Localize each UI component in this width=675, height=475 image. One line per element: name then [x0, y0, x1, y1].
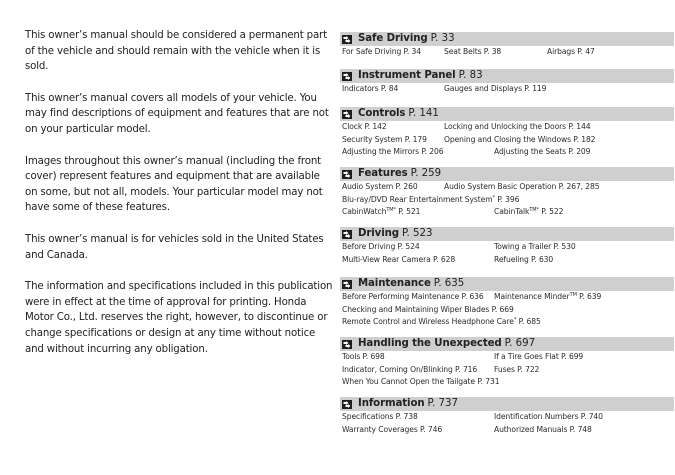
toc-link-page: P. 47	[574, 47, 595, 56]
toc-section-instrument-panel	[340, 69, 674, 96]
toc-link-label: Blu-ray/DVD Rear Entertainment System	[342, 194, 493, 204]
toc-link[interactable]	[494, 241, 576, 254]
toc-link-row	[340, 291, 674, 304]
toc-link-label: Opening and Closing the Windows	[444, 134, 571, 144]
toc-link[interactable]	[342, 181, 418, 194]
toc-link-label: Before Performing Maintenance	[342, 292, 460, 301]
toc-link-label: CabinWatch	[342, 207, 387, 216]
toc-link[interactable]	[342, 304, 514, 317]
toc-link-label: Tools	[342, 352, 361, 361]
toc-link-label: Adjusting the Seats	[494, 147, 566, 156]
toc-link[interactable]	[342, 241, 420, 254]
toc-link-page: P. 524	[395, 242, 420, 251]
toc-link[interactable]	[342, 254, 455, 267]
toc-link[interactable]	[444, 121, 590, 134]
toc-link[interactable]	[494, 424, 592, 437]
toc-link[interactable]	[494, 364, 539, 377]
toc-section-links	[340, 291, 674, 329]
toc-section-controls	[340, 107, 674, 159]
toc-link[interactable]	[342, 424, 442, 437]
toc-link-page: P. 522	[538, 207, 564, 216]
toc-link-label: Audio System	[342, 182, 394, 191]
arrow-right-icon	[342, 400, 352, 409]
toc-section-features	[340, 167, 674, 219]
toc-link-row	[340, 134, 674, 147]
toc-link-page: P. 34	[401, 47, 421, 56]
arrow-right-icon	[342, 170, 352, 179]
toc-link[interactable]	[342, 146, 443, 159]
toc-link[interactable]	[494, 291, 601, 304]
toc-link-row	[340, 351, 674, 364]
toc-link-row	[340, 364, 674, 377]
toc-section-title: Driving	[358, 228, 399, 239]
toc-link-row	[340, 241, 674, 254]
toc-link-page: P. 530	[551, 242, 576, 251]
toc-section-links	[340, 351, 674, 389]
toc-link[interactable]	[444, 134, 595, 147]
toc-link[interactable]	[342, 316, 541, 329]
toc-link[interactable]	[342, 411, 418, 424]
toc-link[interactable]	[342, 134, 427, 147]
toc-link-row	[340, 254, 674, 267]
toc-link[interactable]	[342, 206, 420, 219]
toc-section-title: Information	[358, 398, 425, 409]
toc-section-links	[340, 83, 674, 96]
intro-paragraph-specifications: The information and specifications included in this publication were in effect at the time of approval for printing. Honda Motor Co., Ltd. reserves the right, however, to discontinue or change specifications or design at any time without notice and without incurring any obligation.	[25, 281, 333, 355]
toc-link-label: Fuses	[494, 364, 515, 374]
toc-link-label: Remote Control and Wireless Headphone Care	[342, 317, 514, 326]
toc-link[interactable]	[342, 364, 477, 377]
toc-link-superscript: TM	[569, 292, 577, 298]
toc-link[interactable]	[547, 46, 595, 59]
toc-link-page: P. 716	[452, 364, 478, 374]
toc-link[interactable]	[342, 46, 421, 59]
toc-link-page: P. 179	[402, 134, 427, 144]
toc-section-title: Controls	[358, 108, 406, 119]
toc-section-safe-driving	[340, 32, 674, 59]
toc-link-label: Gauges and Displays	[444, 84, 522, 93]
toc-link-label: Maintenance Minder	[494, 292, 570, 301]
toc-section-header[interactable]	[340, 107, 674, 121]
toc-link-page: P. 685	[516, 317, 541, 326]
toc-link-superscript: *	[513, 317, 517, 323]
toc-section-title: Features	[358, 168, 408, 179]
toc-link-page: P. 669	[489, 304, 514, 314]
toc-link-label: Security System	[342, 134, 403, 144]
toc-link-label: For Safe Driving	[342, 47, 402, 56]
toc-section-links	[340, 241, 674, 266]
intro-paragraph-images: Images throughout this owner’s manual (including the front cover) represent features and equipment that are available on some, but not all, models. Your particular model may not have some of these features.	[25, 155, 323, 214]
toc-link-row	[340, 46, 674, 59]
toc-link[interactable]	[444, 181, 600, 194]
toc-link-page: P. 740	[578, 412, 603, 421]
toc-link-label: Warranty Coverages	[342, 424, 418, 434]
toc-link-row	[340, 316, 674, 329]
toc-link-label: Multi-View Rear Camera	[342, 254, 431, 264]
toc-link[interactable]	[494, 206, 563, 219]
toc-section-title: Maintenance	[358, 278, 431, 289]
toc-link[interactable]	[342, 194, 519, 207]
toc-link-label: When You Cannot Open the Tailgate	[342, 377, 475, 386]
toc-link-label: Indicator, Coming On/Blinking	[342, 364, 453, 374]
toc-link-page: P. 636	[459, 292, 484, 301]
toc-section-title: Handling the Unexpected	[358, 338, 502, 349]
toc-section-header[interactable]	[340, 69, 674, 83]
toc-link-page: P. 209	[565, 147, 591, 156]
toc-link-page: P. 748	[567, 424, 592, 434]
toc-link-page: P. 639	[576, 292, 602, 301]
toc-section-page: P. 259	[410, 168, 442, 179]
arrow-right-icon	[342, 110, 352, 119]
toc-link-label: Authorized Manuals	[494, 424, 568, 434]
toc-link[interactable]	[494, 351, 583, 364]
toc-link[interactable]	[494, 411, 603, 424]
arrow-right-icon	[342, 340, 352, 349]
toc-link[interactable]	[444, 46, 501, 59]
toc-link-page: P. 731	[475, 377, 500, 386]
toc-section-header[interactable]	[340, 167, 674, 181]
toc-link-row	[340, 83, 674, 96]
toc-link-page: P. 628	[430, 254, 456, 264]
toc-link-page: P. 521	[395, 207, 421, 216]
toc-link-label: Locking and Unlocking the Doors	[444, 122, 567, 131]
toc-link-page: P. 746	[417, 424, 443, 434]
toc-link-label: Seat Belts	[444, 47, 482, 56]
toc-link-label: Refueling	[494, 254, 529, 264]
toc-link-label: Towing a Trailer	[494, 242, 552, 251]
toc-link-label: If a Tire Goes Flat	[494, 352, 559, 361]
toc-link-row	[340, 181, 674, 194]
toc-section-links	[340, 46, 674, 59]
toc-section-header[interactable]	[340, 277, 674, 291]
toc-link-label: Checking and Maintaining Wiper Blades	[342, 304, 490, 314]
toc-link-label: Adjusting the Mirrors	[342, 147, 420, 156]
toc-section-handling-the-unexpected	[340, 337, 674, 389]
toc-link[interactable]	[494, 254, 553, 267]
toc-link-page: P. 698	[360, 352, 385, 361]
intro-paragraph-region: This owner’s manual is for vehicles sold in the United States and Canada.	[25, 233, 324, 261]
toc-link-superscript: TM*	[529, 207, 539, 213]
toc-link-page: P. 119	[521, 84, 547, 93]
toc-section-links	[340, 121, 674, 159]
toc-link-page: P. 722	[514, 364, 540, 374]
toc-link-page: P. 267, 285	[556, 182, 600, 191]
toc-link-page: P. 38	[481, 47, 502, 56]
toc-link[interactable]	[342, 351, 385, 364]
toc-link-row	[340, 121, 674, 134]
toc-section-page: P. 141	[408, 108, 439, 119]
toc-link-page: P. 738	[393, 412, 418, 421]
toc-section-page: P. 737	[427, 398, 458, 409]
toc-link[interactable]	[342, 376, 499, 389]
toc-section-title: Instrument Panel	[358, 70, 456, 81]
toc-link-page: P. 142	[362, 122, 387, 131]
toc-link-row	[340, 424, 674, 437]
toc-link-page: P. 84	[378, 84, 399, 93]
toc-link-superscript: TM*	[386, 207, 396, 213]
toc-link-row	[340, 304, 674, 317]
intro-text	[25, 28, 335, 373]
toc-section-links	[340, 181, 674, 219]
toc-link[interactable]	[494, 146, 590, 159]
toc-link-label: Identification Numbers	[494, 412, 579, 421]
toc-link-label: Specifications	[342, 412, 394, 421]
toc-link[interactable]	[444, 83, 546, 96]
toc-section-maintenance	[340, 277, 674, 329]
arrow-right-icon	[342, 35, 352, 44]
intro-paragraph-permanent: This owner’s manual should be considered a permanent part of the vehicle and should remain with the vehicle when it is sold.	[25, 30, 327, 73]
toc-link-superscript: *	[492, 194, 495, 201]
toc-link-label: Audio System Basic Operation	[444, 182, 557, 191]
toc-section-driving	[340, 227, 674, 266]
toc-section-title: Safe Driving	[358, 33, 428, 44]
toc-section-page: P. 33	[430, 33, 455, 44]
toc-link-label: Indicators	[342, 84, 379, 93]
toc-section-header[interactable]	[340, 397, 674, 411]
arrow-right-icon	[342, 72, 352, 81]
toc-section-page: P. 697	[504, 338, 536, 349]
toc-section-information	[340, 397, 674, 436]
toc-link-page: P. 182	[570, 134, 596, 144]
toc-link[interactable]	[342, 291, 484, 304]
toc-link-label: Clock	[342, 122, 363, 131]
toc-link-label: Airbags	[547, 47, 575, 56]
toc-link-row	[340, 376, 674, 389]
toc-link-page: P. 630	[528, 254, 554, 264]
toc-link-page: P. 260	[393, 182, 418, 191]
toc-section-header[interactable]	[340, 337, 674, 351]
toc-section-page: P. 83	[458, 70, 483, 81]
toc-section-page: P. 523	[401, 228, 433, 239]
toc-link-page: P. 396	[494, 194, 520, 204]
toc-section-links	[340, 411, 674, 436]
toc-link-row	[340, 146, 674, 159]
toc-link-label: CabinTalk	[494, 207, 530, 216]
toc-link-label: Before Driving	[342, 242, 396, 251]
toc-link-row	[340, 411, 674, 424]
toc-link[interactable]	[342, 121, 387, 134]
arrow-right-icon	[342, 280, 352, 289]
toc-link-page: P. 144	[566, 122, 591, 131]
toc-link[interactable]	[342, 83, 398, 96]
toc-link-row	[340, 206, 674, 219]
toc-section-page: P. 635	[433, 278, 465, 289]
intro-paragraph-all-models: This owner’s manual covers all models of your vehicle. You may find descriptions of equipment and features that are not on your particular model.	[25, 92, 329, 135]
toc-link-page: P. 206	[419, 147, 444, 156]
toc-section-header[interactable]	[340, 227, 674, 241]
toc-link-page: P. 699	[558, 352, 584, 361]
arrow-right-icon	[342, 230, 352, 239]
toc-link-row	[340, 194, 674, 207]
toc-section-header[interactable]	[340, 32, 674, 46]
